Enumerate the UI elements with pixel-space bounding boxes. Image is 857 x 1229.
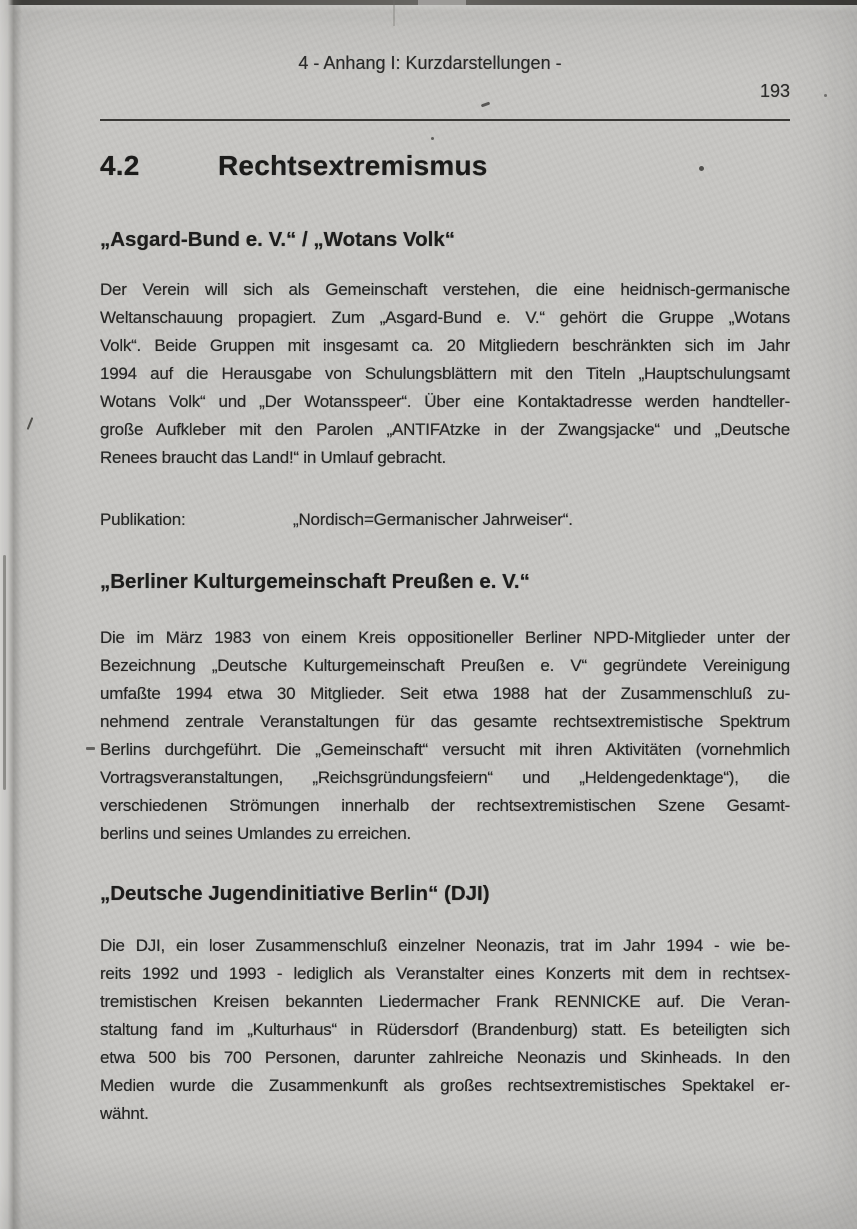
text-line: Wotans Volk“ und „Der Wotansspeer“. Über eine Kontaktadresse werden handteller- bbox=[100, 392, 790, 411]
text-line: Vortragsveranstaltungen, „Reichsgründungsfeiern“ und „Heldengedenktage“), die bbox=[100, 768, 790, 787]
scan-speck bbox=[699, 166, 704, 171]
text-line: Medien wurde die Zusammenkunft als großes rechtsextremistisches Spektakel er- bbox=[100, 1076, 790, 1095]
scan-edge-top-highlight bbox=[0, 5, 857, 12]
text-line: 1994 auf die Herausgabe von Schulungsblättern mit den Titeln „Hauptschulungsamt bbox=[100, 364, 790, 383]
paragraph-deutsche-jugendinitiative bbox=[100, 932, 790, 1128]
text-line: wähnt. bbox=[100, 1104, 149, 1123]
scan-speck bbox=[824, 94, 827, 97]
text-line: Volk“. Beide Gruppen mit insgesamt ca. 20 Mitgliedern beschränkten sich im Jahr bbox=[100, 336, 790, 355]
text-line: große Aufkleber mit den Parolen „ANTIFAtzke in der Zwangsjacke“ und „Deutsche bbox=[100, 420, 790, 439]
text-line: staltung fand im „Kulturhaus“ in Rüdersdorf (Brandenburg) statt. Es beteiligten sich bbox=[100, 1020, 790, 1039]
text-line: umfaßte 1994 etwa 30 Mitglieder. Seit etwa 1988 hat der Zusammenschluß zu- bbox=[100, 684, 790, 703]
scan-spine-line bbox=[3, 555, 6, 790]
paragraph-berliner-kulturgemeinschaft bbox=[100, 624, 790, 848]
entry-heading-asgard-bund: „Asgard-Bund e. V.“ / „Wotans Volk“ bbox=[100, 228, 456, 251]
text-line: reits 1992 und 1993 - lediglich als Veranstalter eines Konzerts mit dem in rechtsex- bbox=[100, 964, 790, 983]
text-line: nehmend zentrale Veranstaltungen für das gesamte rechtsextremistische Spektrum bbox=[100, 712, 790, 731]
section-heading bbox=[100, 150, 488, 182]
text-line: Renees braucht das Land!“ in Umlauf gebracht. bbox=[100, 448, 446, 467]
text-line: etwa 500 bis 700 Personen, darunter zahlreiche Neonazis und Skinheads. In den bbox=[100, 1048, 790, 1067]
scan-speck bbox=[86, 747, 95, 750]
section-number: 4.2 bbox=[100, 150, 140, 181]
text-line: tremistischen Kreisen bekannten Liedermacher Frank RENNICKE auf. Die Veran- bbox=[100, 992, 790, 1011]
text-line: Berlins durchgeführt. Die „Gemeinschaft“ versucht mit ihren Aktivitäten (vornehmlich bbox=[100, 740, 790, 759]
scan-speck bbox=[431, 137, 434, 140]
section-title: Rechtsextremismus bbox=[218, 150, 488, 181]
running-header: 4 - Anhang I: Kurzdarstellungen - bbox=[298, 53, 562, 73]
publication-value: „Nordisch=Germanischer Jahrweiser“. bbox=[293, 510, 573, 529]
text-line: Die im März 1983 von einem Kreis oppositioneller Berliner NPD-Mitglieder unter der bbox=[100, 628, 790, 647]
text-line: Weltanschauung propagiert. Zum „Asgard-Bund e. V.“ gehört die Gruppe „Wotans bbox=[100, 308, 790, 327]
header-rule bbox=[100, 119, 790, 121]
publication-label: Publikation: bbox=[100, 510, 186, 529]
paragraph-asgard-bund bbox=[100, 276, 790, 472]
text-line: berlins und seines Umlandes zu erreichen. bbox=[100, 824, 412, 843]
text-line: verschiedenen Strömungen innerhalb der rechtsextremistischen Szene Gesamt- bbox=[100, 796, 790, 815]
scan-speck bbox=[27, 417, 34, 430]
text-line: Der Verein will sich als Gemeinschaft verstehen, die eine heidnisch-germanische bbox=[100, 280, 790, 299]
page-number: 193 bbox=[759, 81, 790, 101]
text-line: Die DJI, ein loser Zusammenschluß einzelner Neonazis, trat im Jahr 1994 - wie be- bbox=[100, 936, 790, 955]
scan-fold-line bbox=[393, 0, 395, 26]
entry-heading-berliner-kulturgemeinschaft: „Berliner Kulturgemeinschaft Preußen e. V.“ bbox=[100, 570, 530, 593]
scan-speck bbox=[481, 102, 490, 108]
text-line: Bezeichnung „Deutsche Kulturgemeinschaft Preußen e. V“ gegründete Vereinigung bbox=[100, 656, 790, 675]
entry-heading-deutsche-jugendinitiative: „Deutsche Jugendinitiative Berlin“ (DJI) bbox=[100, 882, 490, 905]
publication-row bbox=[100, 506, 790, 534]
